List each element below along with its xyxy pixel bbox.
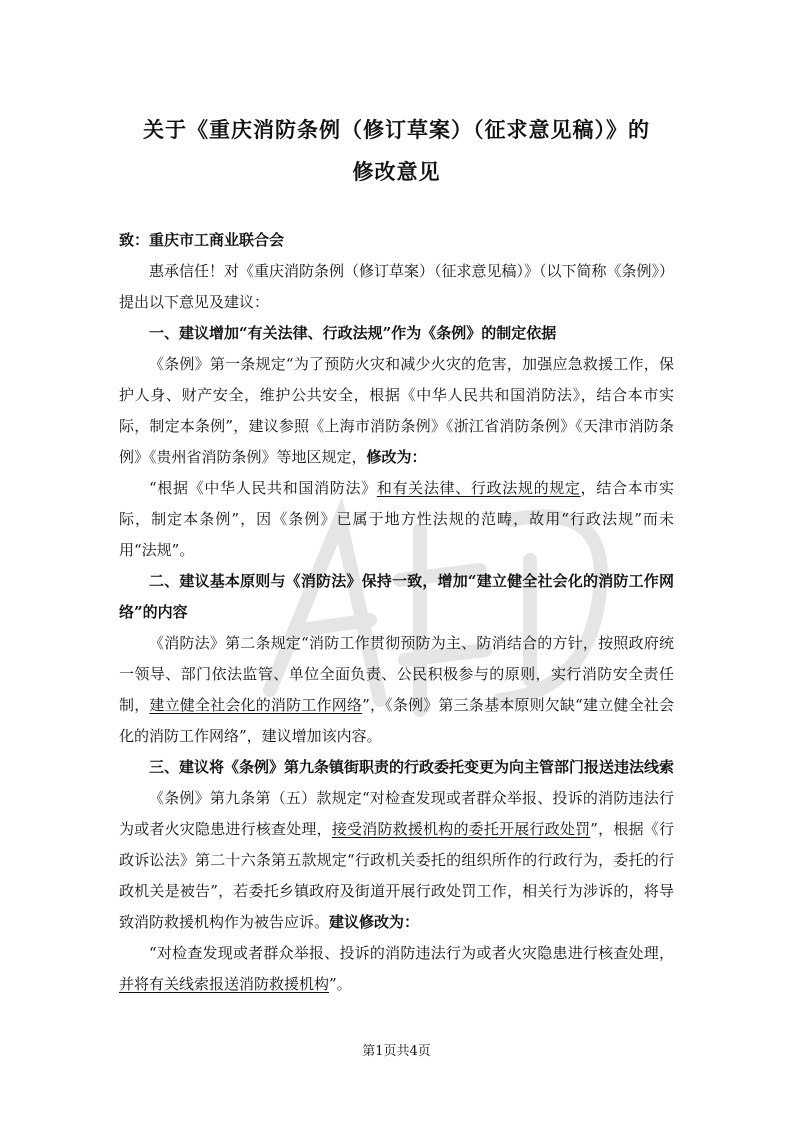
section3-proposal	[119, 938, 674, 1000]
section1-proposal-text-a: “根据《中华人民共和国消防法》	[149, 479, 377, 497]
section3-text-b: ”，根据《行政诉讼法》第二十六条第五款规定“行政机关委托的组织所作的行政行为，委托的行政机关是被告”，若委托乡镇政府及街道开展行政处罚工作，相关行为涉诉的，将导致消防救援机构作为被告应诉。	[119, 820, 674, 931]
section3-underlined: 接受消防救援机构的委托开展行政处罚	[331, 820, 591, 838]
section3-proposal-text-a: “对检查发现或者群众举报、投诉的消防违法行为或者火灾隐患进行核查处理，	[149, 944, 674, 962]
section1-proposal	[119, 473, 674, 566]
section3-proposal-underlined: 并将有关线索报送消防救援机构	[119, 975, 330, 993]
section2-heading: 二、建议基本原则与《消防法》保持一致，增加“建立健全社会化的消防工作网络”的内容	[119, 572, 674, 621]
page-number-footer: 第1页共4页	[362, 1044, 431, 1059]
section1-revise-label: 修改为：	[366, 448, 427, 466]
section3-paragraph	[119, 783, 674, 938]
section3-proposal-text-b: ”。	[329, 975, 352, 993]
section1-paragraph	[119, 349, 674, 473]
section3-heading: 三、建议将《条例》第九条镇街职责的行政委托变更为向主管部门报送违法线索	[149, 758, 675, 776]
section1-heading: 一、建议增加“有关法律、行政法规”作为《条例》的制定依据	[149, 324, 557, 342]
section3-text-a: 《条例》第九条第（五）款规定“对检查发现或者群众举报、投诉的消防违法行为或者火灾隐患进行核查处理，	[119, 789, 674, 838]
intro-paragraph: 惠承信任！对《重庆消防条例（修订草案）（征求意见稿）》（以下简称《条例》）提出以下意见及建议：	[119, 262, 675, 311]
section2-paragraph	[119, 628, 674, 752]
section1-proposal-underlined: 和有关法律、行政法规的规定	[376, 479, 581, 497]
section2-text-a: 《消防法》第二条规定“消防工作贯彻预防为主、防消结合的方针，按照政府统一领导、部门依法监管、单位全面负责、公民积极参与的原则，实行消防安全责任制，	[119, 634, 674, 714]
section1-text: 《条例》第一条规定“为了预防火灾和减少火灾的危害，加强应急救援工作，保护人身、财产安全，维护公共安全，根据《中华人民共和国消防法》，结合本市实际，制定本条例”，建议参照《上海市消防条例》《浙江省消防条例》《天津市消防条例》《贵州省消防条例》等地区规定，	[119, 355, 674, 466]
section1-proposal-text-b: ，结合本市实际，制定本条例”，因《条例》已属于地方性法规的范畴，故用“行政法规”而未用“法规”。	[119, 479, 674, 559]
document-title-line1: 关于《重庆消防条例（修订草案）（征求意见稿）》的	[143, 117, 650, 142]
addressee: 致：重庆市工商业联合会	[119, 231, 285, 249]
document-title-line2: 修改意见	[352, 159, 441, 184]
section3-revise-label: 建议修改为：	[329, 913, 420, 931]
section2-text-b: ”，《条例》第三条基本原则欠缺“建立健全社会化的消防工作网络”，建议增加该内容。	[119, 696, 674, 745]
section2-underlined: 建立健全社会化的消防工作网络	[149, 696, 363, 714]
document-body	[119, 225, 674, 1000]
